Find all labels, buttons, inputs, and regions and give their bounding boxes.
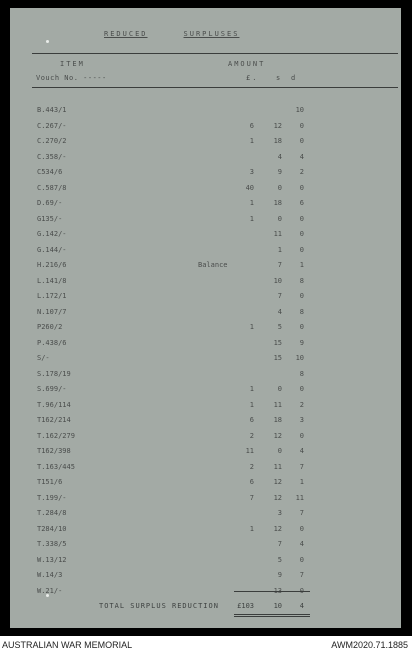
row-pounds: 1: [249, 137, 254, 145]
row-shillings: 18: [273, 416, 282, 424]
row-shillings: 4: [277, 152, 282, 161]
row-pounds: 40: [245, 183, 254, 192]
table-row: [10, 215, 401, 230]
row-shillings: 12: [273, 431, 282, 440]
row-pence: 2: [299, 168, 304, 176]
table-row: [10, 571, 401, 586]
document-sheet: [10, 8, 401, 628]
row-voucher: T.162/279: [37, 431, 75, 440]
row-pounds: 1: [249, 385, 254, 393]
row-voucher: W.14/3: [37, 571, 63, 579]
table-row: [10, 292, 401, 307]
row-voucher: C.587/8: [37, 183, 67, 192]
row-pence: 0: [299, 245, 304, 254]
table-row: [10, 168, 401, 183]
row-voucher: G135/-: [37, 214, 63, 223]
table-row: [10, 525, 401, 540]
row-shillings: 0: [277, 385, 282, 393]
row-shillings: 15: [273, 338, 282, 347]
table-row: [10, 277, 401, 292]
row-pounds: 11: [245, 447, 254, 455]
row-voucher: W.21/-: [37, 586, 63, 595]
row-pence: 1: [299, 261, 304, 269]
row-pounds: 2: [249, 462, 254, 471]
row-pence: 0: [299, 385, 304, 393]
title-word-2: SURPLUSES: [183, 30, 240, 38]
row-shillings: 0: [277, 183, 282, 192]
row-pence: 4: [299, 152, 304, 161]
row-shillings: 18: [273, 199, 282, 207]
total-double-rule-2: [234, 616, 310, 617]
row-pence: 0: [299, 137, 304, 145]
row-pounds: 1: [249, 214, 254, 223]
row-shillings: 7: [277, 261, 282, 269]
table-row: [10, 401, 401, 416]
row-pence: 4: [299, 540, 304, 548]
row-voucher: W.13/12: [37, 555, 67, 564]
row-voucher: S.699/-: [37, 385, 67, 393]
row-pence: 11: [295, 493, 304, 502]
row-pence: 0: [299, 431, 304, 440]
table-row: [10, 106, 401, 121]
row-pence: 2: [299, 400, 304, 409]
table-row: [10, 230, 401, 245]
total-double-rule-1: [234, 614, 310, 615]
vouch-header: Vouch No. -----: [36, 74, 107, 82]
row-voucher: G.144/-: [37, 245, 67, 254]
row-voucher: N.107/7: [37, 307, 67, 316]
row-voucher: H.216/6: [37, 261, 67, 269]
row-pence: 3: [299, 416, 304, 424]
punch-hole: [46, 40, 49, 43]
row-pounds: 1: [249, 400, 254, 409]
table-row: [10, 463, 401, 478]
total-pence: 4: [299, 602, 304, 610]
row-pence: 0: [299, 214, 304, 223]
row-shillings: 5: [277, 323, 282, 331]
row-voucher: S.178/19: [37, 369, 71, 378]
row-pence: 8: [299, 369, 304, 378]
table-row: [10, 153, 401, 168]
row-shillings: 7: [277, 540, 282, 548]
row-pounds: 1: [249, 199, 254, 207]
table-row: [10, 494, 401, 509]
row-voucher: T.284/8: [37, 509, 67, 517]
row-pounds: 3: [249, 168, 254, 176]
row-pence: 7: [299, 509, 304, 517]
row-pence: 6: [299, 199, 304, 207]
row-voucher: P260/2: [37, 323, 63, 331]
row-pence: 8: [299, 276, 304, 285]
row-shillings: 12: [273, 524, 282, 533]
row-voucher: T.163/445: [37, 462, 75, 471]
total-shillings: 10: [273, 602, 282, 610]
row-shillings: 0: [277, 447, 282, 455]
row-pounds: 1: [249, 323, 254, 331]
row-shillings: 0: [277, 214, 282, 223]
table-row: [10, 137, 401, 152]
table-row: [10, 261, 401, 276]
row-pence: 0: [299, 555, 304, 564]
total-top-rule: [234, 591, 310, 592]
row-shillings: 15: [273, 354, 282, 362]
row-shillings: 7: [277, 292, 282, 300]
table-row: [10, 246, 401, 261]
row-voucher: C.267/-: [37, 121, 67, 130]
row-voucher: P.438/6: [37, 338, 67, 347]
row-shillings: 11: [273, 400, 282, 409]
table-row: [10, 308, 401, 323]
table-row: [10, 122, 401, 137]
row-voucher: S/-: [37, 354, 50, 362]
row-shillings: 10: [273, 276, 282, 285]
shillings-header: s: [276, 74, 283, 82]
row-voucher: D.69/-: [37, 199, 63, 207]
row-voucher: T151/6: [37, 478, 63, 486]
total-label: TOTAL SURPLUS REDUCTION: [99, 602, 219, 610]
row-voucher: T.199/-: [37, 493, 67, 502]
footer-credit: AUSTRALIAN WAR MEMORIAL: [2, 640, 133, 650]
row-shillings: 11: [273, 230, 282, 238]
footer-accession: AWM2020.71.1885: [331, 640, 408, 650]
row-voucher: G.142/-: [37, 230, 67, 238]
row-voucher: C.358/-: [37, 152, 67, 161]
row-voucher: T162/214: [37, 416, 71, 424]
row-shillings: 12: [273, 493, 282, 502]
row-pence: 10: [295, 354, 304, 362]
row-voucher: T162/398: [37, 447, 71, 455]
row-voucher: B.443/1: [37, 106, 67, 114]
pounds-header: £.: [246, 74, 259, 82]
table-row: [10, 587, 401, 602]
row-pence: 0: [299, 524, 304, 533]
table-row: [10, 199, 401, 214]
row-pence: 0: [299, 230, 304, 238]
item-header: ITEM: [60, 60, 85, 68]
table-row: [10, 184, 401, 199]
table-row: [10, 370, 401, 385]
header-top-rule: [32, 53, 398, 54]
row-pence: 9: [299, 338, 304, 347]
table-row: [10, 509, 401, 524]
row-pounds: 6: [249, 478, 254, 486]
total-pounds: £103: [237, 602, 254, 610]
row-shillings: 9: [277, 168, 282, 176]
table-row: [10, 432, 401, 447]
header-bottom-rule: [32, 87, 398, 88]
row-pence: 7: [299, 462, 304, 471]
document-title: [104, 30, 275, 38]
row-voucher: L.141/8: [37, 276, 67, 285]
row-pounds: 2: [249, 431, 254, 440]
table-row: [10, 447, 401, 462]
row-voucher: C.270/2: [37, 137, 67, 145]
row-voucher: T.338/5: [37, 540, 67, 548]
row-pence: 8: [299, 307, 304, 316]
row-pence: 1: [299, 478, 304, 486]
row-pounds: 1: [249, 524, 254, 533]
row-voucher: L.172/1: [37, 292, 67, 300]
row-shillings: 12: [273, 121, 282, 130]
row-shillings: 11: [273, 462, 282, 471]
row-pounds: 7: [249, 493, 254, 502]
pence-header: d: [291, 74, 298, 82]
row-voucher: T.96/114: [37, 400, 71, 409]
row-voucher: C534/6: [37, 168, 63, 176]
table-row: [10, 478, 401, 493]
row-pence: 0: [299, 323, 304, 331]
row-pence: 0: [299, 121, 304, 130]
table-row: [10, 540, 401, 555]
row-shillings: 18: [273, 137, 282, 145]
table-row: [10, 416, 401, 431]
row-shillings: 12: [273, 478, 282, 486]
row-voucher: T284/10: [37, 524, 67, 533]
row-pounds: 6: [249, 416, 254, 424]
row-shillings: 5: [277, 555, 282, 564]
row-pence: 10: [295, 106, 304, 114]
table-row: [10, 354, 401, 369]
row-shillings: 3: [277, 509, 282, 517]
table-row: [10, 323, 401, 338]
row-pence: 7: [299, 571, 304, 579]
row-shillings: 4: [277, 307, 282, 316]
row-pence: 4: [299, 447, 304, 455]
table-row: [10, 339, 401, 354]
row-shillings: 1: [277, 245, 282, 254]
row-pence: 0: [299, 292, 304, 300]
row-pounds: 6: [249, 121, 254, 130]
row-shillings: 9: [277, 571, 282, 579]
row-pence: 0: [299, 183, 304, 192]
table-row: [10, 556, 401, 571]
amount-header: AMOUNT: [228, 60, 266, 68]
row-note: Balance: [198, 261, 228, 269]
table-row: [10, 385, 401, 400]
title-word-1: REDUCED: [104, 30, 148, 38]
